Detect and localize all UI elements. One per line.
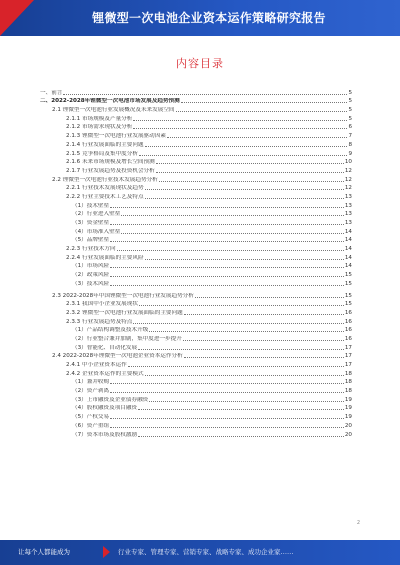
toc-entry[interactable] [40,262,352,271]
toc-entry[interactable] [40,227,352,236]
toc-entry-label: 2.1.1 市场规模及产量分析 [66,115,133,122]
toc-leader-dots [110,427,344,428]
toc-leader-dots [139,155,347,156]
toc-entry-label: 2.1.7 行业发展趋势及投资机会分析 [66,167,155,174]
toc-entry-page: 13 [344,220,352,226]
toc-entry-page: 12 [344,176,352,183]
toc-entry-label: （1）市场风险 [72,263,110,270]
toc-entry[interactable] [40,317,352,326]
toc-entry[interactable] [40,210,352,219]
toc-entry[interactable] [40,175,352,184]
toc-entry-page: 9 [348,150,352,157]
toc-entry-label: （3）上市融资及企业债券融资 [72,396,149,403]
toc-entry[interactable] [40,308,352,317]
toc-entry-page: 6 [348,124,352,131]
toc-leader-dots [110,267,344,268]
page-number: 2 [356,520,360,526]
toc-entry-page: 10 [344,159,352,166]
toc-entry[interactable] [40,395,352,404]
toc-entry-page: 18 [344,388,352,395]
toc-entry[interactable] [40,218,352,227]
toc-entry[interactable] [40,369,352,378]
toc-entry-page: 16 [344,327,352,334]
toc-leader-dots [110,207,344,208]
toc-leader-dots [159,181,344,182]
toc-leader-dots [181,102,348,103]
toc-entry-page: 20 [344,431,352,438]
toc-leader-dots [110,392,344,393]
toc-entry[interactable] [40,378,352,387]
toc-entry-label: 2.1.5 竞争格局及集中度分析 [66,150,138,157]
toc-entry[interactable] [40,236,352,245]
toc-entry[interactable] [40,184,352,193]
toc-entry-page: 14 [344,254,352,261]
toc-entry[interactable] [40,158,352,167]
toc-entry-label: （5）品牌壁垒 [72,237,110,244]
toc-entry-page: 13 [344,202,352,209]
toc-leader-dots [133,323,344,324]
toc-entry-label: 2.1.2 市场需求现状及分析 [66,124,133,131]
toc-leader-dots [139,305,344,306]
toc-entry[interactable] [40,412,352,421]
toc-leader-dots [176,111,348,112]
toc-entry-label: 2.3.3 行业发展趋势及特点 [66,318,133,325]
toc-leader-dots [156,172,344,173]
toc-entry[interactable] [40,253,352,262]
toc-entry-label: 2.2.2 行业主要技术工艺及特点 [66,193,144,200]
toc-entry-label: （6）资产重组 [72,422,110,429]
header-red-accent [0,0,34,36]
toc-leader-dots [145,198,344,199]
toc-leader-dots [110,224,344,225]
toc-entry-page: 12 [344,185,352,192]
toc-entry[interactable] [40,343,352,352]
toc-entry-label: 2.1 锂微型一次电池行业发展概况及未来发展空间 [52,107,175,114]
toc-entry-label: 2.4 2022-2028年锂微型一次电池企业资本运作分析 [52,353,183,360]
toc-leader-dots [145,259,344,260]
toc-entry[interactable] [40,166,352,175]
toc-entry-page: 13 [344,211,352,218]
toc-entry[interactable] [40,386,352,395]
toc-entry-page: 8 [348,141,352,148]
toc-entry[interactable] [40,360,352,369]
toc-leader-dots [63,94,347,95]
toc-leader-dots [138,409,344,410]
toc-leader-dots [110,285,344,286]
toc-leader-dots [138,349,344,350]
toc-leader-dots [117,250,344,251]
toc-entry[interactable] [40,123,352,132]
toc-leader-dots [184,314,344,315]
toc-entry-label: 2.3.1 我国中小企业发展现状 [66,301,138,308]
toc-entry-label: 2.3 2022-2028年中国锂微型一次电池行业发展趋势分析 [52,292,194,299]
toc-entry-label: （3）技术风险 [72,280,110,287]
toc-entry-page: 5 [348,107,352,114]
toc-entry-label: 2.4.2 企业资本运作的主要模式 [66,370,144,377]
toc-entry[interactable] [40,430,352,439]
toc-entry[interactable] [40,279,352,288]
toc-entry-label: （4）股权融资及项目融资 [72,405,138,412]
toc-entry-page: 17 [344,362,352,368]
toc-entry[interactable] [40,270,352,279]
table-of-contents [40,88,352,439]
toc-entry-label: （1）产品结构调整及技术升级 [72,327,149,334]
footer-banner [0,540,400,565]
toc-leader-dots [110,276,344,277]
toc-entry-label: 2.3.2 锂微型一次电池行业发展面临的主要问题 [66,309,183,316]
toc-entry[interactable] [40,140,352,149]
toc-entry-label: 2.1.4 行业发展面临的主要问题 [66,141,144,148]
toc-entry-page: 18 [344,370,352,377]
toc-leader-dots [184,357,344,358]
toc-leader-dots [133,128,347,129]
toc-entry-page: 16 [344,309,352,316]
toc-entry-page: 7 [348,133,352,140]
toc-leader-dots [183,340,344,341]
toc-entry-page: 14 [344,237,352,244]
toc-entry-page: 16 [344,318,352,325]
toc-entry-page: 20 [344,422,352,429]
toc-entry-page: 5 [348,89,352,96]
toc-entry-page: 15 [344,280,352,287]
toc-entry-label: 2.2.1 行业技术发展现状及趋势 [66,185,144,192]
toc-entry[interactable] [40,334,352,343]
toc-entry[interactable] [40,291,352,300]
toc-entry[interactable] [40,326,352,335]
toc-entry-label: （2）政策风险 [72,272,110,279]
toc-entry-label: （2）行业整合兼并加剧，集中度进一步提升 [72,335,182,342]
toc-entry[interactable] [40,244,352,253]
toc-entry-page: 15 [344,301,352,308]
toc-leader-dots [138,436,344,437]
toc-entry-page: 19 [344,414,352,421]
toc-leader-dots [110,241,344,242]
toc-leader-dots [145,146,348,147]
toc-entry-label: （5）产权交易 [72,414,110,421]
toc-leader-dots [195,297,344,298]
toc-entry-page: 19 [344,396,352,403]
footer-tagline: 行业专家、管理专家、营销专家、战略专家、成功企业家…… [118,548,294,556]
toc-entry-label: （4）市场准入壁垒 [72,228,121,235]
toc-entry-label: （2）资产剥离 [72,388,110,395]
toc-entry-label: 2.2.4 行业发展面临的主要风险 [66,254,144,261]
toc-leader-dots [145,189,344,190]
toc-leader-dots [121,215,344,216]
toc-entry[interactable] [40,352,352,361]
toc-entry-page: 15 [344,292,352,299]
toc-entry[interactable] [40,105,352,114]
toc-entry-page: 5 [348,115,352,122]
toc-leader-dots [149,401,344,402]
toc-entry-label: （3）智能化、自动化发展 [72,344,138,351]
toc-entry-label: （7）资本市场及股权激励 [72,431,138,438]
toc-entry-page: 17 [344,344,352,351]
toc-entry[interactable] [40,300,352,309]
toc-entry-label: （3）资金壁垒 [72,220,110,226]
toc-entry-label: 2.4.1 中小企业资本运作 [66,362,127,368]
toc-entry[interactable] [40,114,352,123]
toc-leader-dots [128,366,344,367]
arrow-right-icon [103,546,110,558]
footer-slogan: 让每个人都能成为 [18,548,70,556]
toc-entry-page: 5 [348,98,352,105]
toc-entry[interactable] [40,97,352,106]
toc-entry-label: （1）兼并收购 [72,379,110,386]
toc-entry-label: 2.1.6 未来市场规模及增长空间预测 [66,159,155,166]
toc-entry-label: （2）行业进入壁垒 [72,211,121,218]
toc-entry[interactable] [40,201,352,210]
toc-leader-dots [133,120,347,121]
toc-entry-label: （1）技术壁垒 [72,202,110,209]
toc-leader-dots [110,383,344,384]
toc-entry[interactable] [40,88,352,97]
toc-entry-label: 2.2 锂微型一次电池行业技术发展趋势分析 [52,176,158,183]
toc-entry[interactable] [40,421,352,430]
toc-entry-page: 14 [344,263,352,270]
toc-leader-dots [149,331,344,332]
toc-entry-page: 14 [344,228,352,235]
toc-entry-label: 一、前言 [40,89,63,96]
toc-leader-dots [156,163,344,164]
toc-entry[interactable] [40,131,352,140]
toc-leader-dots [145,375,344,376]
toc-leader-dots [167,137,348,138]
toc-entry-page: 18 [344,379,352,386]
toc-leader-dots [121,233,344,234]
toc-entry-page: 15 [344,272,352,279]
toc-heading: 内容目录 [176,57,224,70]
toc-leader-dots [110,418,344,419]
toc-entry-page: 16 [344,335,352,342]
toc-entry[interactable] [40,149,352,158]
toc-entry-page: 14 [344,246,352,253]
toc-entry-page: 12 [344,167,352,174]
toc-entry-label: 二、2022-2028年锂微型一次电池市场发展及趋势预测 [40,98,180,105]
toc-entry-page: 17 [344,353,352,360]
toc-entry-page: 13 [344,193,352,200]
toc-entry-page: 19 [344,405,352,412]
toc-entry[interactable] [40,404,352,413]
report-header [0,0,400,36]
toc-entry-label: 2.1.3 锂微型一次电池行业发展驱动因素 [66,133,166,140]
toc-entry-label: 2.2.3 行业技术方向 [66,246,116,253]
report-title: 锂微型一次电池企业资本运作策略研究报告 [92,11,326,25]
toc-entry[interactable] [40,192,352,201]
